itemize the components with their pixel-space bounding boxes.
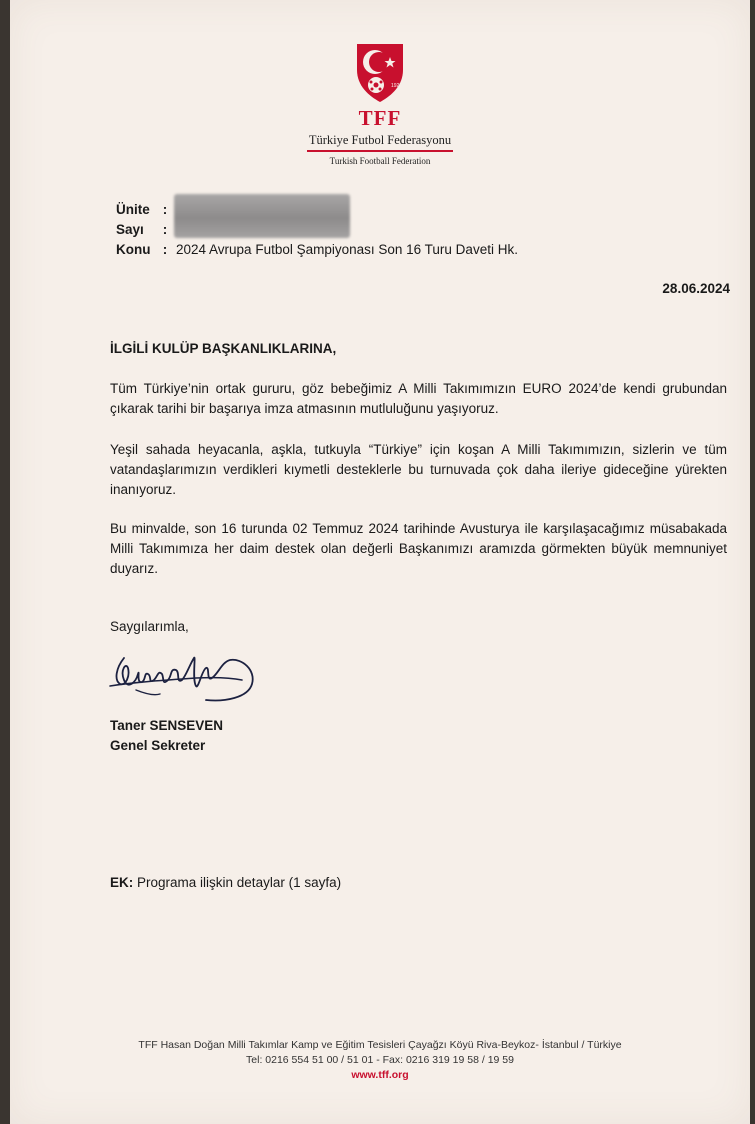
redacted-block xyxy=(174,194,350,238)
sayi-colon: : xyxy=(162,222,168,237)
handwritten-signature xyxy=(106,640,286,716)
konu-value: 2024 Avrupa Futbol Şampiyonası Son 16 Turu Daveti Hk. xyxy=(176,242,518,257)
org-abbreviation: TFF xyxy=(358,106,402,130)
footer-phone: Tel: 0216 554 51 00 / 51 01 - Fax: 0216 319 19 58 / 19 59 xyxy=(246,1054,514,1066)
paragraph-2: Yeşil sahada heyacanla, aşkla, tutkuyla “Türkiye” için koşan A Milli Takımımızın, sizlerin ve tüm vatandaşlarımızın verdikleri kıymetli desteklerle bu turnuvada çok daha ileriye gideceğine yürekten inanıyoruz. xyxy=(110,442,727,497)
attachment-line xyxy=(110,873,727,893)
footer-website[interactable]: www.tff.org xyxy=(351,1069,409,1081)
meta-row-konu xyxy=(116,240,518,260)
org-name-english: Turkish Football Federation xyxy=(329,156,431,166)
konu-label: Konu xyxy=(116,242,151,257)
attachment-label: EK: xyxy=(110,875,134,890)
attachment-text: Programa ilişkin detaylar (1 sayfa) xyxy=(137,875,342,890)
paragraph-1: Tüm Türkiye’nin ortak gururu, göz bebeğimiz A Milli Takımımızın EURO 2024’de kendi grubundan çıkarak tarihi bir başarıya imza atmasının mutluluğunu yaşıyoruz. xyxy=(110,381,727,416)
letterhead xyxy=(10,40,750,166)
tff-crest-logo xyxy=(351,40,409,104)
paragraph-3: Bu minvalde, son 16 turunda 02 Temmuz 2024 tarihinde Avusturya ile karşılaşacağımız müsabakada Milli Takımımıza her daim destek olan değerli Başkanımızı aramızda görmekten büyük memnuniyet duyarız. xyxy=(110,521,727,576)
letter-footer xyxy=(10,1038,750,1083)
signer-name: Taner SENSEVEN xyxy=(110,718,224,733)
letter-date: 28.06.2024 xyxy=(662,281,730,296)
signer-title: Genel Sekreter xyxy=(110,738,206,753)
salutation: İLGİLİ KULÜP BAŞKANLIKLARINA, xyxy=(110,341,337,356)
closing: Saygılarımla, xyxy=(110,619,189,634)
unite-colon: : xyxy=(162,202,168,217)
org-name-turkish: Türkiye Futbol Federasyonu xyxy=(307,133,453,152)
konu-colon: : xyxy=(162,242,168,257)
letter-page xyxy=(10,0,750,1124)
footer-address: TFF Hasan Doğan Milli Takımlar Kamp ve Eğitim Tesisleri Çayağzı Köyü Riva-Beykoz- İstanbul / Türkiye xyxy=(138,1039,622,1051)
signer-block xyxy=(110,716,223,756)
unite-label: Ünite xyxy=(116,202,150,217)
crest-year: 1923 xyxy=(391,83,403,89)
sayi-label: Sayı xyxy=(116,222,144,237)
